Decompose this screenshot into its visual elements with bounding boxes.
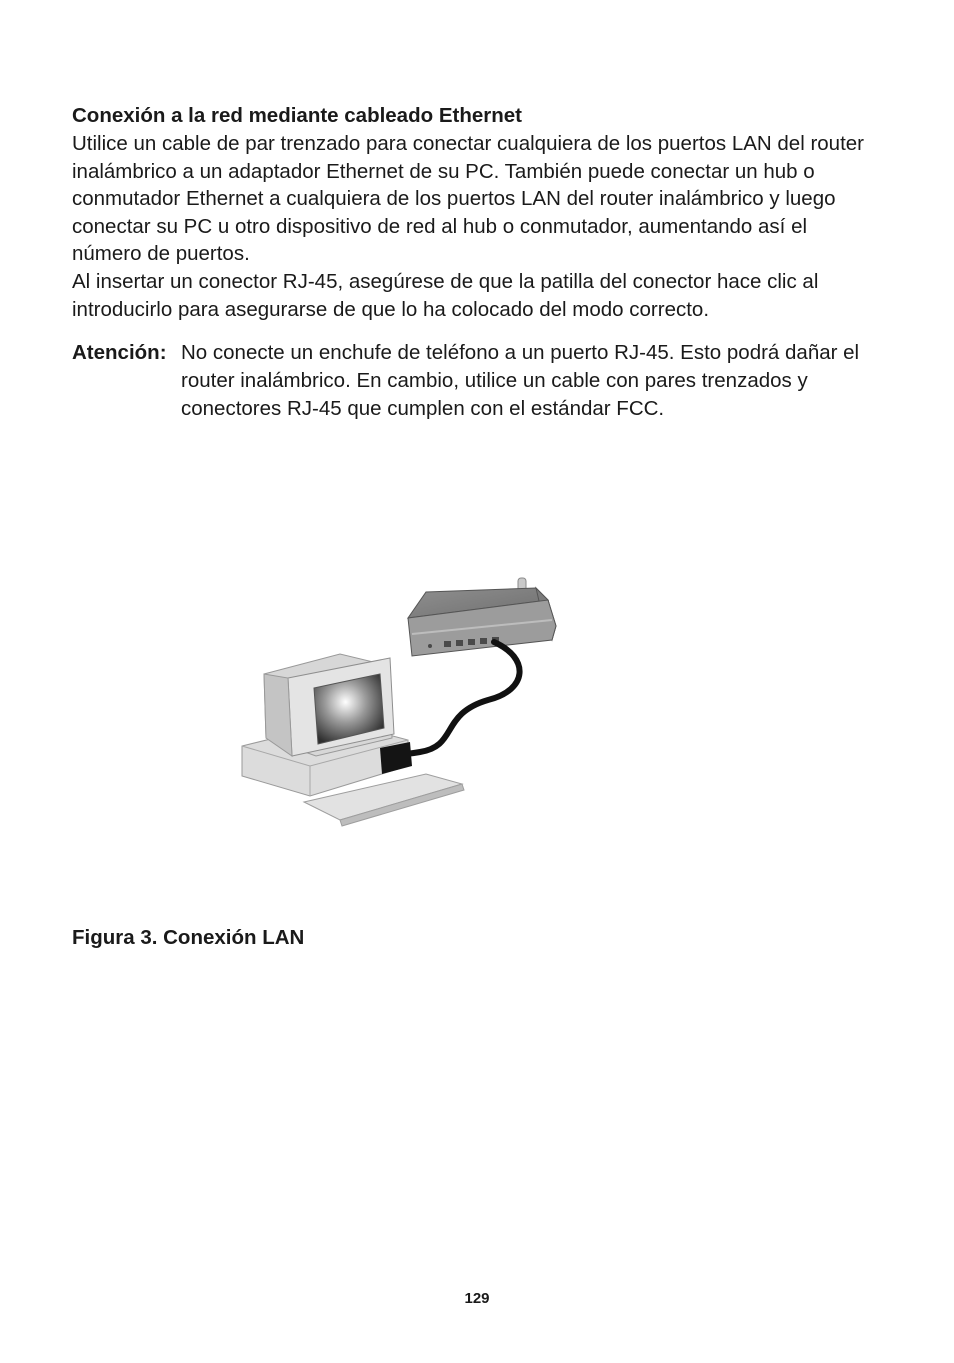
section-heading: Conexión a la red mediante cableado Ethernet — [72, 104, 522, 127]
page-number: 129 — [464, 1290, 490, 1307]
lan-connection-illustration — [230, 570, 570, 840]
computer-icon — [242, 654, 464, 826]
warning-label: Atención: — [72, 341, 167, 364]
router-icon — [408, 578, 556, 656]
body-paragraph-ethernet: Utilice un cable de par trenzado para conectar cualquiera de los puertos LAN del router inalámbrico a un adaptador Ethernet de su PC. También puede conectar un hub o conmutador Ethernet a cualquiera de los puertos LAN del router inalámbrico y luego conectar su PC u otro dispositivo de red al hub o conmutador, aumentando así el número de puertos. — [72, 132, 864, 265]
body-paragraph-rj45: Al insertar un conector RJ-45, asegúrese de que la patilla del conector hace clic al introducirlo para asegurarse de que lo ha colocado del modo correcto. — [72, 270, 819, 321]
warning-text: No conecte un enchufe de teléfono a un puerto RJ-45. Esto podrá dañar el router inalámbrico. En cambio, utilice un cable con pares trenzados y conectores RJ-45 que cumplen con el estándar FCC. — [181, 341, 860, 420]
figure-caption: Figura 3. Conexión LAN — [72, 926, 305, 949]
warning-note — [72, 339, 882, 423]
